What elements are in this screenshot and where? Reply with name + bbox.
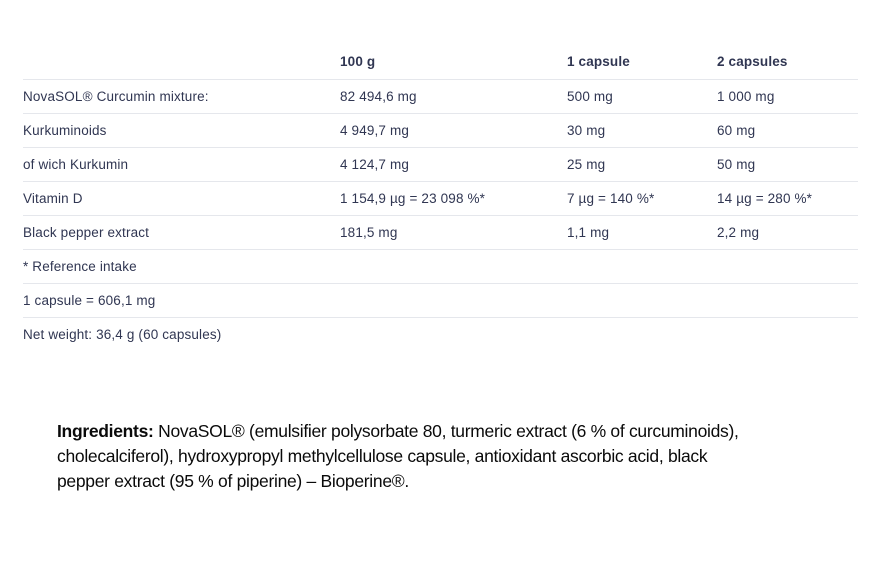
value-1-capsule: 25 mg [567, 147, 717, 181]
value-1-capsule: 500 mg [567, 79, 717, 113]
header-1-capsule: 1 capsule [567, 45, 717, 79]
row-black-pepper-extract [23, 215, 858, 249]
value-100g: 181,5 mg [340, 215, 567, 249]
value-2-capsules: 50 mg [717, 147, 858, 181]
row-label: Kurkuminoids [23, 113, 340, 147]
row-novasol-curcumin [23, 79, 858, 113]
row-of-which-kurkumin [23, 147, 858, 181]
value-100g: 82 494,6 mg [340, 79, 567, 113]
row-label: Vitamin D [23, 181, 340, 215]
row-label: NovaSOL® Curcumin mixture: [23, 79, 340, 113]
value-100g: 4 124,7 mg [340, 147, 567, 181]
row-vitamin-d [23, 181, 858, 215]
value-100g: 4 949,7 mg [340, 113, 567, 147]
supplement-facts-table [23, 45, 858, 351]
header-2-capsules: 2 capsules [717, 45, 858, 79]
ingredients-line-3: pepper extract (95 % of piperine) – Bioperine®. [57, 471, 409, 491]
value-1-capsule: 30 mg [567, 113, 717, 147]
ingredients-paragraph [57, 419, 849, 494]
note-text: Net weight: 36,4 g (60 capsules) [23, 326, 222, 342]
note-net-weight [23, 317, 858, 351]
note-text: * Reference intake [23, 249, 858, 283]
note-text: 1 capsule = 606,1 mg [23, 283, 858, 317]
value-2-capsules: 60 mg [717, 113, 858, 147]
value-2-capsules: 2,2 mg [717, 215, 858, 249]
value-1-capsule: 1,1 mg [567, 215, 717, 249]
note-reference-intake [23, 249, 858, 283]
value-2-capsules: 14 µg = 280 %* [717, 181, 858, 215]
ingredients-label: Ingredients: [57, 421, 154, 441]
ingredients-line-2: cholecalciferol), hydroxypropyl methylcellulose capsule, antioxidant ascorbic acid, black [57, 446, 708, 466]
header-empty-cell [23, 45, 340, 79]
value-1-capsule: 7 µg = 140 %* [567, 181, 717, 215]
table-header-row [23, 45, 858, 79]
header-100g: 100 g [340, 45, 567, 79]
note-capsule-weight [23, 283, 858, 317]
row-label: of wich Kurkumin [23, 147, 340, 181]
row-kurkuminoids [23, 113, 858, 147]
row-label: Black pepper extract [23, 215, 340, 249]
value-100g: 1 154,9 µg = 23 098 %* [340, 181, 567, 215]
value-2-capsules: 1 000 mg [717, 79, 858, 113]
ingredients-line-1: NovaSOL® (emulsifier polysorbate 80, turmeric extract (6 % of curcuminoids), [158, 421, 739, 441]
